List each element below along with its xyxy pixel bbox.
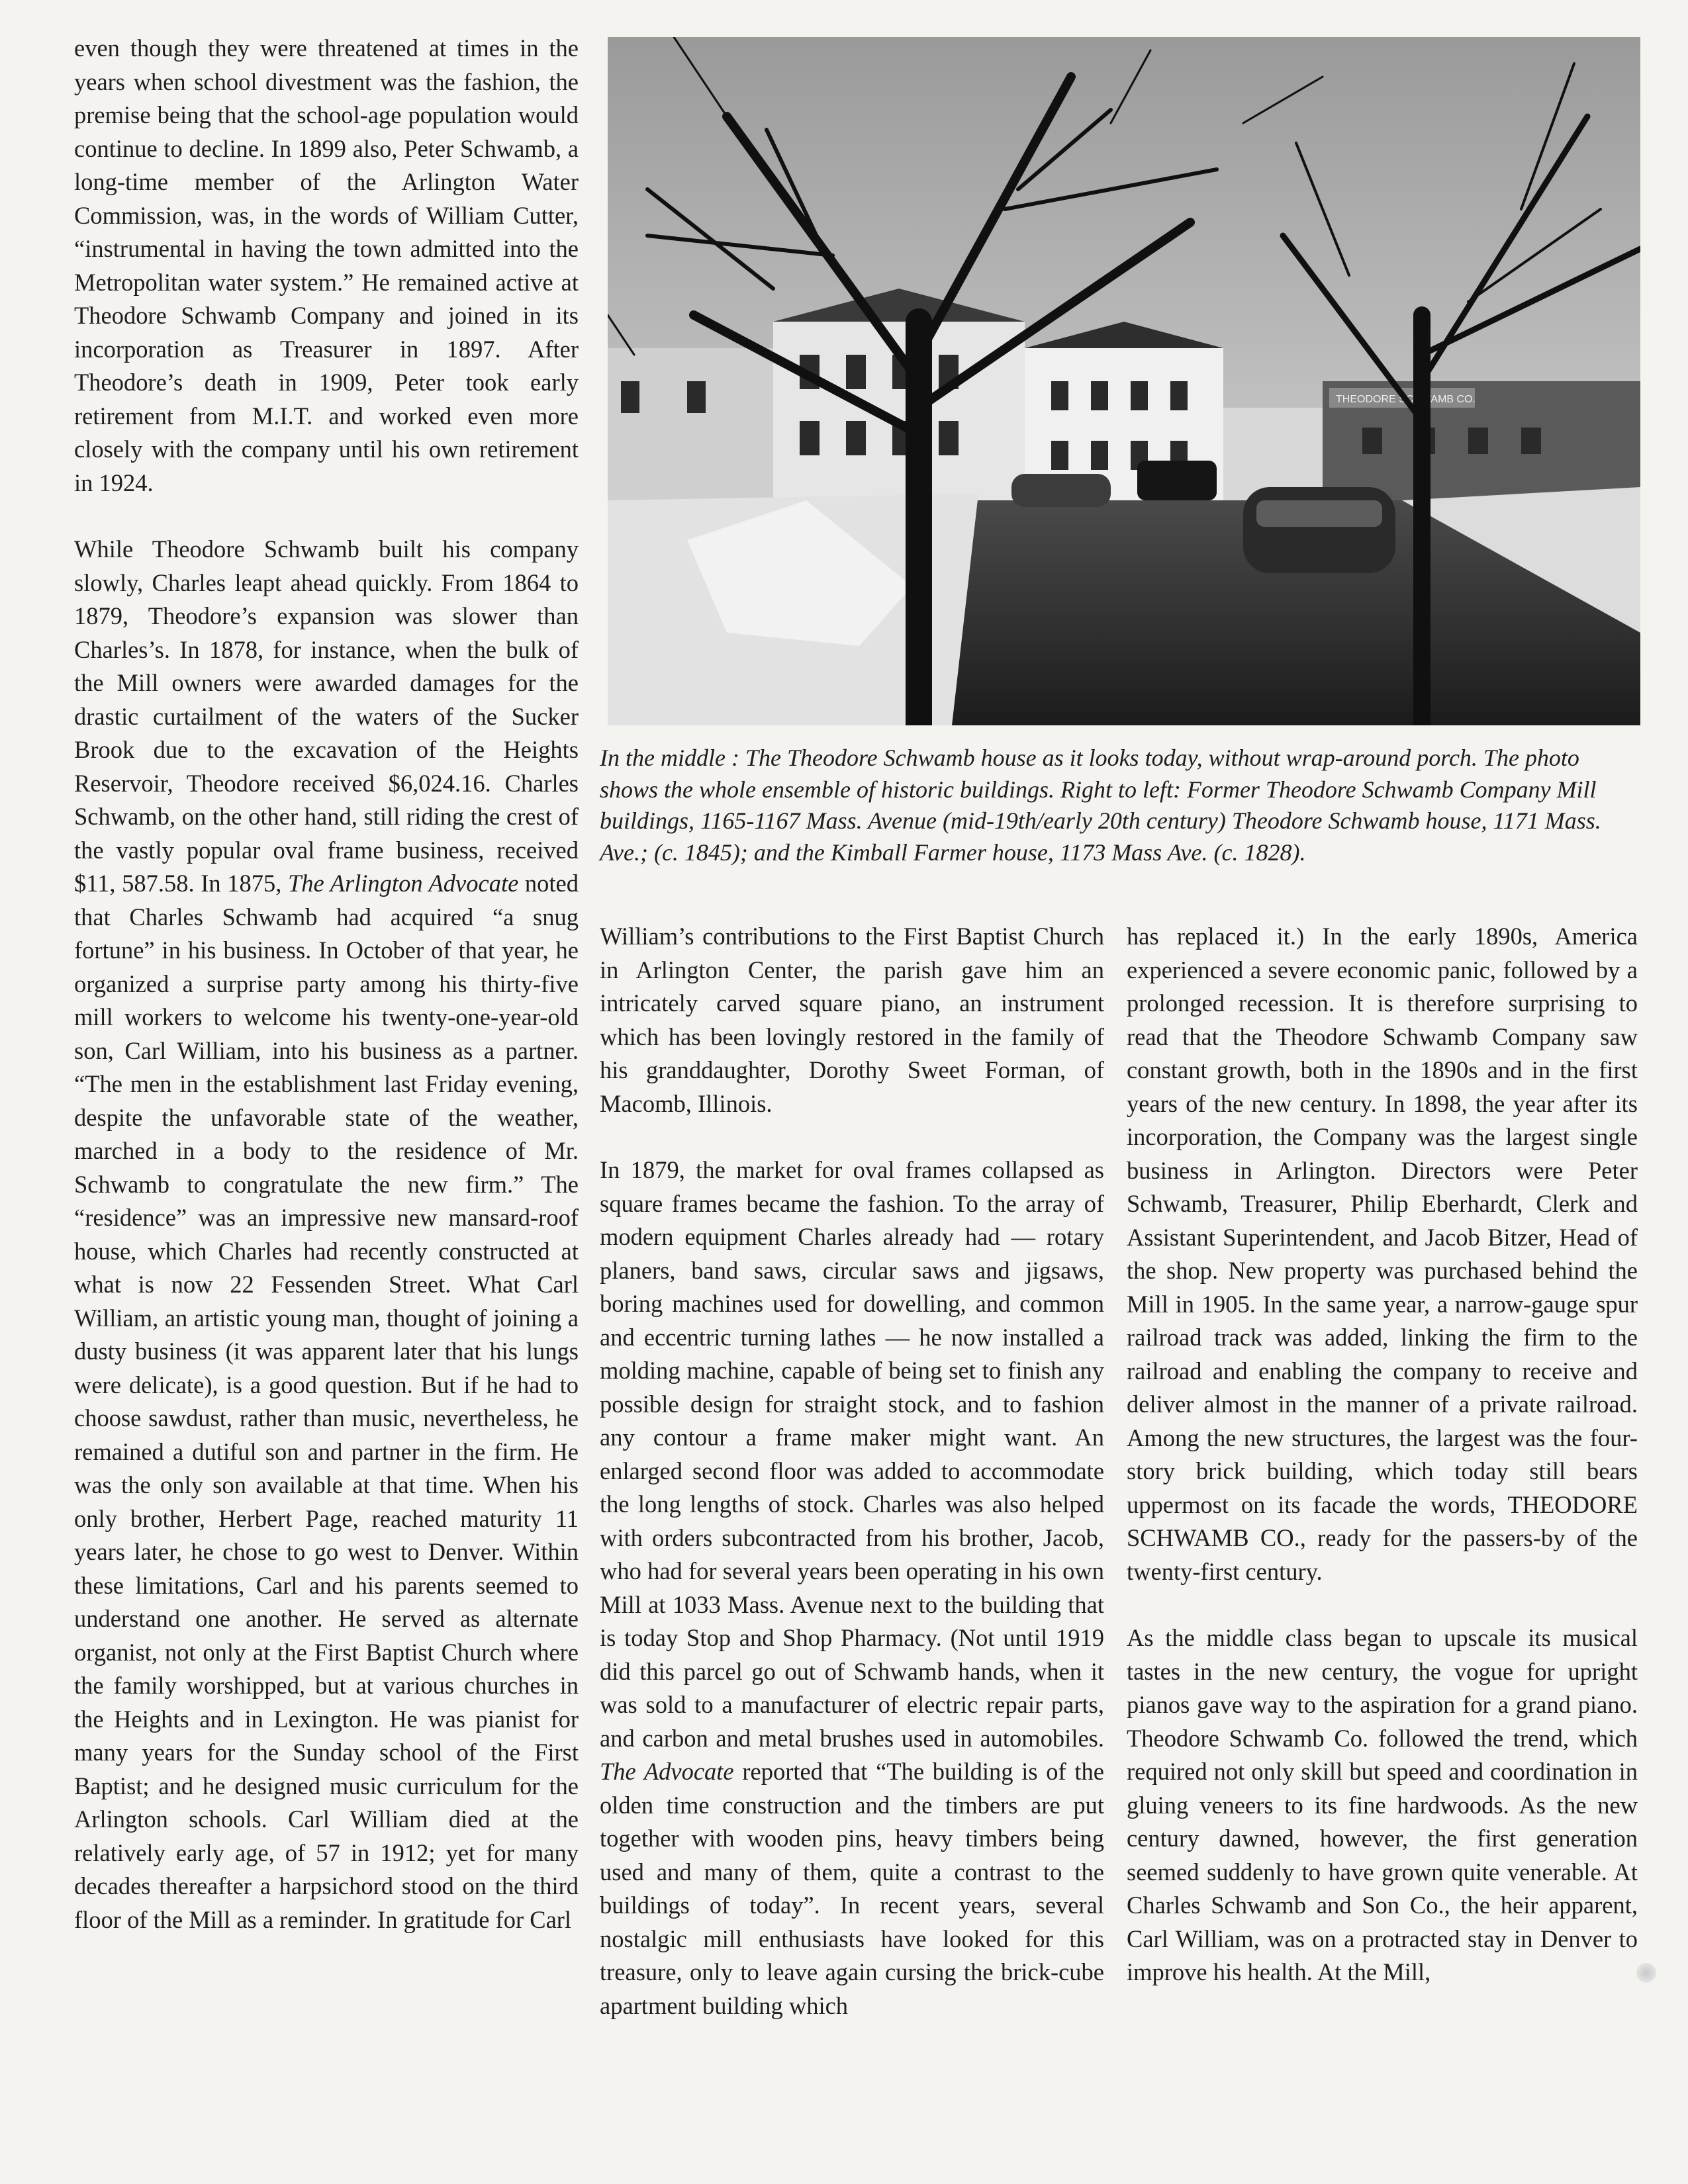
middle-paragraph-2 bbox=[600, 1154, 1104, 2023]
street-photo bbox=[608, 37, 1640, 725]
middle-paragraph-2-end: reported that “The building is of the olden time construction and the timbers are put together with wooden pins, heavy timbers being used and many of them, quite a contrast to the buildings of today”. In recent years, several nostalgic mill enthusiasts have looked for this treasure, only to leave again cursing the brick-cube apartment building which bbox=[600, 1758, 1104, 2019]
middle-paragraph-2-start: In 1879, the market for oval frames collapsed as square frames became the fashion. To the array of modern equipment Charles already had — rotary planers, band saws, circular saws and jigsaws, boring machines used for dowelling, and common and eccentric turning lathes — he now installed a molding machine, capable of being set to finish any possible design for straight stock, and to fashion any contour a frame maker might want. An enlarged second floor was added to accommodate the long lengths of stock. Charles was also helped with orders subcontracted from his brother, Jacob, who had for several years been operating in his own Mill at 1033 Mass. Avenue next to the building that is today Stop and Shop Pharmacy. (Not until 1919 did this parcel go out of Schwamb hands, when it was sold to a manufacturer of electric repair parts, and carbon and metal brushes used in automobiles. bbox=[600, 1156, 1104, 1752]
middle-paragraph-1: William’s contributions to the First Baptist Church in Arlington Center, the parish gave him an intricately carved square piano, an instrument which has been lovingly restored in the family of his granddaughter, Dorothy Sweet Forman, of Macomb, Illinois. bbox=[600, 923, 1104, 1117]
left-paragraph-2-end: noted that Charles Schwamb had acquired “a snug fortune” in his business. In October of that year, he organized a surprise party among his thirty-five mill workers to welcome his twenty-one-year-old son, Carl William, into his business as a partner. “The men in the establishment last Friday evening, despite the unfavorable state of the weather, marched in a body to the residence of Mr. Schwamb to congratulate the new firm.” The “residence” was an impressive new mansard-roof house, which Charles had recently constructed at what is now 22 Fessenden Street. What Carl William, an artistic young man, thought of joining a dusty business (it was apparent later that his lungs were delicate), is a good question. But if he had to choose sawdust, rather than music, nevertheless, he remained a dutiful son and partner in the firm. He was the only son available at that time. When his only brother, Herbert Page, reached maturity 11 years later, he chose to go west to Denver. Within these limitations, Carl and his parents seemed to understand one another. He served as alternate organist, not only at the First Baptist Church where the family worshipped, but at various churches in the Heights and in Lexington. He was pianist for many years for the Sunday school of the First Baptist; and he designed music curriculum for the Arlington schools. Carl William died at the relatively early age, of 57 in 1912; yet for many decades thereafter a harpsichord stood on the third floor of the Mill as a reminder. In gratitude for Carl bbox=[74, 870, 579, 1933]
left-paragraph-2-start: While Theodore Schwamb built his company slowly, Charles leapt ahead quickly. From 1864 to 1879, Theodore’s expansion was slower than Charles’s. In 1878, for instance, when the bulk of the Mill owners were awarded damages for the drastic curtailment of the waters of the Sucker Brook due to the excavation of the Heights Reservoir, Theodore received $6,024.16. Charles Schwamb, on the other hand, still riding the crest of the vastly popular oval frame business, received $11, 587.58. In 1875, bbox=[74, 535, 579, 897]
left-text-column bbox=[74, 32, 579, 1936]
right-paragraph-2: As the middle class began to upscale its musical tastes in the new century, the vogue for upright pianos gave way to the aspiration for a grand piano. Theodore Schwamb Co. followed the trend, which required not only skill but speed and coordination in gluing veneers to its fine hardwoods. As the new century dawned, however, the first generation seemed suddenly to have grown quite venerable. At Charles Schwamb and Son Co., the heir apparent, Carl William, was on a protracted stay in Denver to improve his health. At the Mill, bbox=[1127, 1624, 1638, 1985]
left-paragraph-2 bbox=[74, 533, 579, 1936]
middle-text-column bbox=[600, 920, 1104, 2023]
paper-spot bbox=[1636, 1963, 1656, 1983]
mill-facade-sign: THEODORE SCHWAMB CO. bbox=[1336, 394, 1476, 405]
photo-caption: In the middle : The Theodore Schwamb house as it looks today, without wrap-around porch. The photo shows the whole ensemble of historic buildings. Right to left: Former Theodore Schwamb Company Mill buildings, 1165-1167 Mass. Avenue (mid-19th/early 20th century) Theodore Schwamb house, 1171 Mass. Ave.; (c. 1845); and the Kimball Farmer house, 1173 Mass Ave. (c. 1828). bbox=[600, 745, 1601, 866]
left-paragraph-1: even though they were threatened at times in the years when school divestment was the fashion, the premise being that the school-age population would continue to decline. In 1899 also, Peter Schwamb, a long-time member of the Arlington Water Commission, was, in the words of William Cutter, “instrumental in having the town admitted into the Metropolitan water system.” He remained active at Theodore Schwamb Company and joined in its incorporation as Treasurer in 1897. After Theodore’s death in 1909, Peter took early retirement from M.I.T. and worked even more closely with the company until his own retirement in 1924. bbox=[74, 34, 579, 496]
newspaper-title-advocate: The Advocate bbox=[600, 1758, 734, 1785]
newspaper-title-arlington-advocate: The Arlington Advocate bbox=[287, 870, 519, 897]
right-text-column bbox=[1127, 920, 1638, 1989]
right-paragraph-1: has replaced it.) In the early 1890s, America experienced a severe economic panic, followed by a prolonged recession. It is therefore surprising to read that the Theodore Schwamb Company saw constant growth, both in the 1890s and in the first years of the new century. In 1898, the year after its incorporation, the Company was the largest single business in Arlington. Directors were Peter Schwamb, Treasurer, Philip Eberhardt, Clerk and Assistant Superintendent, and Jacob Bitzer, Head of the shop. New property was purchased behind the Mill in 1905. In the same year, a narrow-gauge spur railroad track was added, linking the firm to the railroad and enabling the company to receive and deliver almost in the manner of a private railroad. Among the new structures, the largest was the four-story brick building, which today still bears uppermost on its facade the words, THEODORE SCHWAMB CO., ready for the passers-by of the twenty-first century. bbox=[1127, 923, 1638, 1585]
photo-illustration bbox=[608, 37, 1640, 725]
